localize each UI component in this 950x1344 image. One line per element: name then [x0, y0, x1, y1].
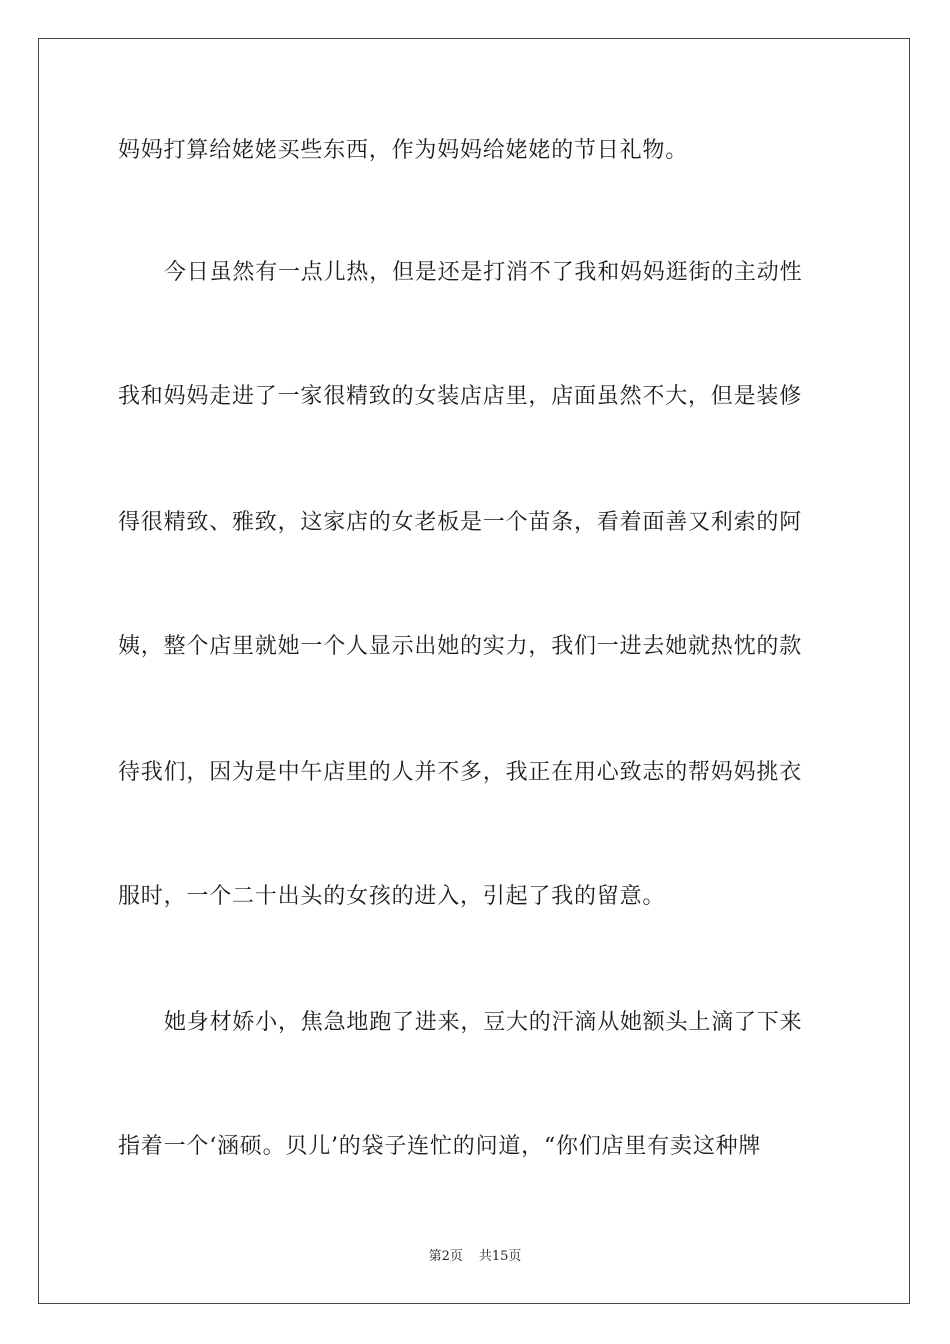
text-line-9: 指着一个‘涵硕。贝儿’的袋子连忙的问道，“你们店里有卖这种牌 [118, 1134, 762, 1159]
text-line-7: 服时，一个二十出头的女孩的进入，引起了我的留意。 [118, 884, 666, 909]
text-line-2: 今日虽然有一点儿热，但是还是打消不了我和妈妈逛街的主动性 [164, 260, 803, 285]
text-line-4: 得很精致、雅致，这家店的女老板是一个苗条，看着面善又利索的阿 [118, 510, 803, 535]
text-line-5: 姨，整个店里就她一个人显示出她的实力，我们一进去她就热忱的款 [118, 634, 803, 659]
page-total: 共15页 [478, 1249, 522, 1264]
text-line-3: 我和妈妈走进了一家很精致的女装店店里，店面虽然不大，但是装修 [118, 384, 803, 409]
page-footer [0, 1248, 950, 1266]
text-line-6: 待我们，因为是中午店里的人并不多，我正在用心致志的帮妈妈挑衣 [118, 760, 803, 785]
text-line-1: 妈妈打算给姥姥买些东西，作为妈妈给姥姥的节日礼物。 [118, 138, 689, 163]
page-number: 第2页 [428, 1249, 463, 1264]
text-line-8: 她身材娇小，焦急地跑了进来，豆大的汗滴从她额头上滴了下来 [164, 1010, 803, 1035]
page-border [38, 38, 910, 1304]
